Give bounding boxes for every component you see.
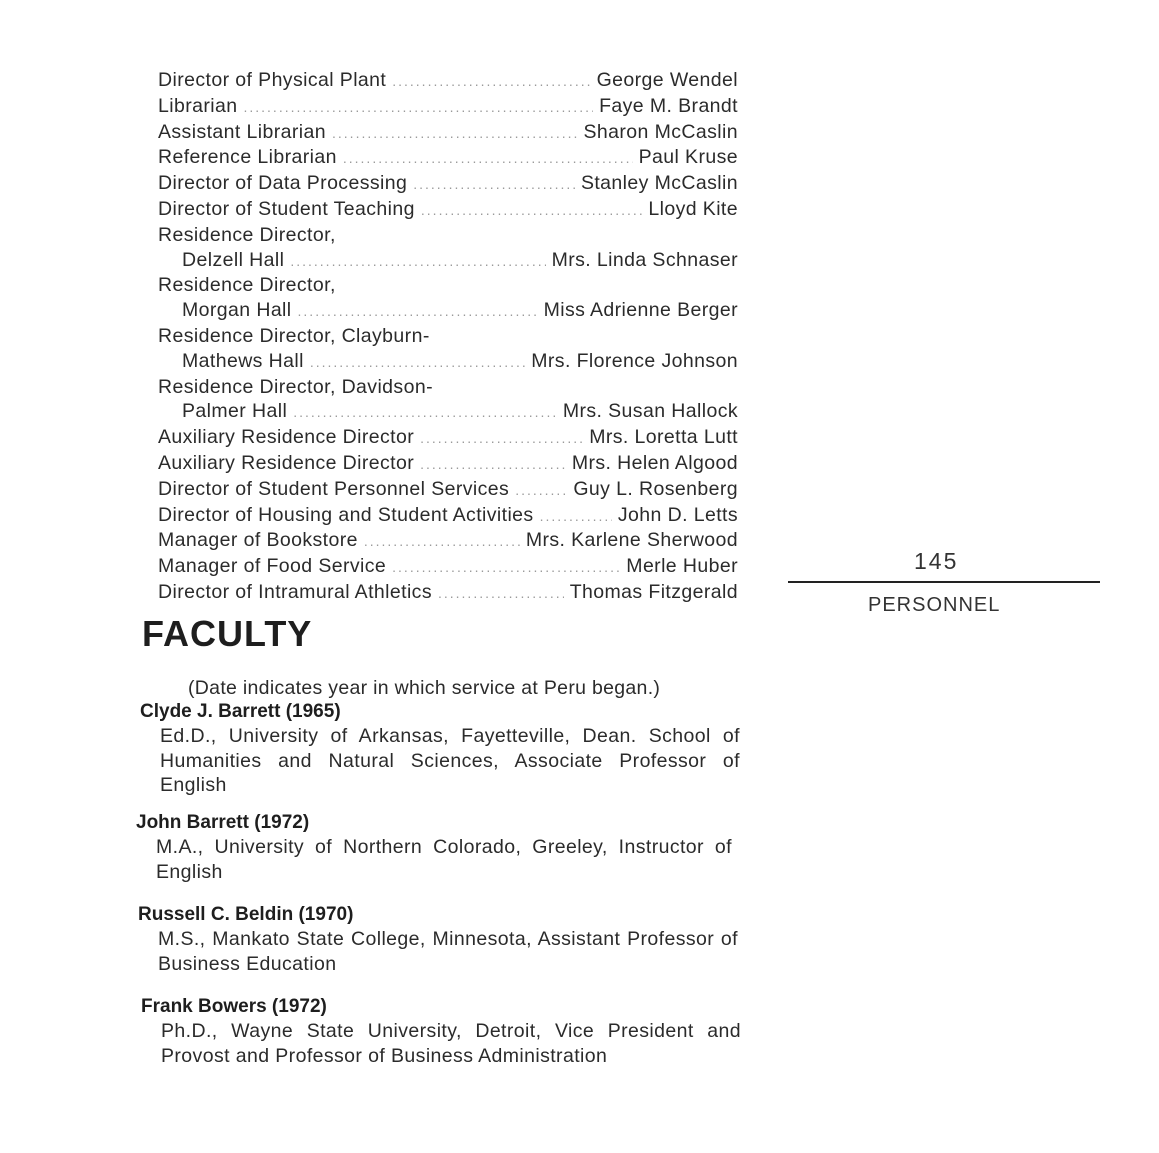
staff-title: Auxiliary Residence Director <box>158 426 415 449</box>
dot-leader <box>392 69 590 94</box>
dot-leader <box>243 95 593 120</box>
staff-name: Lloyd Kite <box>648 197 738 220</box>
staff-title: Residence Director, Davidson- <box>158 375 433 398</box>
staff-title: Auxiliary Residence Director <box>158 451 415 474</box>
dot-leader <box>332 121 578 146</box>
dot-leader <box>293 400 557 425</box>
staff-name: Guy L. Rosenberg <box>573 477 738 500</box>
staff-name: Mrs. Loretta Lutt <box>589 426 738 449</box>
section-label: PERSONNEL <box>868 594 1001 616</box>
staff-entry <box>158 580 738 606</box>
staff-entry <box>158 399 738 425</box>
staff-title: Director of Housing and Student Activities <box>158 503 534 526</box>
staff-entry <box>158 528 738 554</box>
page-number: 145 <box>914 548 959 574</box>
staff-name: Miss Adrienne Berger <box>543 299 738 322</box>
faculty-credentials: Ed.D., University of Arkansas, Fayetteville, Dean. School of Humanities and Natural Sciences, Associate Professor of English <box>160 725 740 796</box>
faculty-entry <box>140 700 740 798</box>
dot-leader <box>515 478 567 503</box>
staff-title: Manager of Food Service <box>158 555 387 578</box>
staff-entry <box>158 503 738 529</box>
dot-leader <box>438 581 564 606</box>
dot-leader <box>298 299 538 324</box>
staff-title: Director of Data Processing <box>158 172 408 195</box>
staff-entry <box>158 425 738 451</box>
staff-name: Stanley McCaslin <box>580 172 738 195</box>
divider-rule <box>788 581 1100 583</box>
staff-hall: Palmer Hall <box>182 400 288 423</box>
dot-leader <box>540 504 612 529</box>
staff-entry <box>158 68 738 94</box>
staff-entry <box>158 349 738 375</box>
faculty-entry <box>136 811 732 884</box>
staff-name: Merle Huber <box>626 555 738 578</box>
dot-leader <box>290 249 545 274</box>
staff-title: Assistant Librarian <box>158 120 327 143</box>
staff-entry <box>158 145 738 171</box>
dot-leader <box>420 452 566 477</box>
staff-entry <box>158 451 738 477</box>
staff-name: Mrs. Linda Schnaser <box>551 248 738 271</box>
staff-title: Reference Librarian <box>158 146 337 169</box>
staff-entry <box>158 554 738 580</box>
staff-name: Mrs. Karlene Sherwood <box>525 529 738 552</box>
staff-name: Sharon McCaslin <box>583 120 738 143</box>
faculty-heading: FACULTY <box>142 613 313 654</box>
staff-hall: Morgan Hall <box>182 299 292 322</box>
dot-leader <box>420 426 583 451</box>
staff-directory <box>158 68 738 606</box>
staff-entry <box>158 94 738 120</box>
faculty-name: Clyde J. Barrett (1965) <box>140 701 341 722</box>
staff-name: Mrs. Susan Hallock <box>562 400 738 423</box>
dot-leader <box>310 350 525 375</box>
faculty-credentials: M.S., Mankato State College, Minnesota, Assistant Professor of Business Education <box>158 928 738 975</box>
staff-name: George Wendel <box>596 69 738 91</box>
dot-leader <box>343 146 633 171</box>
staff-title: Director of Intramural Athletics <box>158 580 432 603</box>
staff-entry <box>158 171 738 197</box>
staff-name: John D. Letts <box>617 503 738 526</box>
faculty-name: Russell C. Beldin (1970) <box>138 904 354 925</box>
faculty-entry <box>141 995 741 1068</box>
faculty-credentials: Ph.D., Wayne State University, Detroit, Vice President and Provost and Professor of Business Administration <box>161 1020 741 1067</box>
staff-name: Faye M. Brandt <box>599 94 738 117</box>
dot-leader <box>364 529 520 554</box>
staff-title: Residence Director, Clayburn- <box>158 324 430 347</box>
staff-hall: Delzell Hall <box>182 248 285 271</box>
staff-name: Thomas Fitzgerald <box>569 580 738 603</box>
staff-name: Mrs. Helen Algood <box>571 451 738 474</box>
faculty-name: Frank Bowers (1972) <box>141 996 327 1017</box>
staff-entry <box>158 120 738 146</box>
faculty-note: (Date indicates year in which service at Peru began.) <box>188 677 661 699</box>
staff-title: Director of Physical Plant <box>158 69 387 91</box>
staff-hall: Mathews Hall <box>182 349 304 372</box>
dot-leader <box>392 555 620 580</box>
staff-entry <box>158 298 738 324</box>
staff-title: Director of Student Personnel Services <box>158 477 510 500</box>
staff-entry <box>158 477 738 503</box>
staff-title: Manager of Bookstore <box>158 529 358 552</box>
staff-name: Paul Kruse <box>638 146 738 169</box>
faculty-name: John Barrett (1972) <box>136 812 310 833</box>
dot-leader <box>421 198 642 223</box>
staff-title: Residence Director, <box>158 223 336 246</box>
faculty-entry <box>138 903 738 976</box>
staff-name: Mrs. Florence Johnson <box>531 349 738 372</box>
staff-title: Director of Student Teaching <box>158 197 415 220</box>
faculty-credentials: M.A., University of Northern Colorado, Greeley, Instructor of English <box>156 836 732 883</box>
staff-title: Residence Director, <box>158 274 336 297</box>
staff-entry <box>158 197 738 223</box>
staff-title: Librarian <box>158 94 238 117</box>
staff-entry <box>158 248 738 274</box>
dot-leader <box>413 172 575 197</box>
